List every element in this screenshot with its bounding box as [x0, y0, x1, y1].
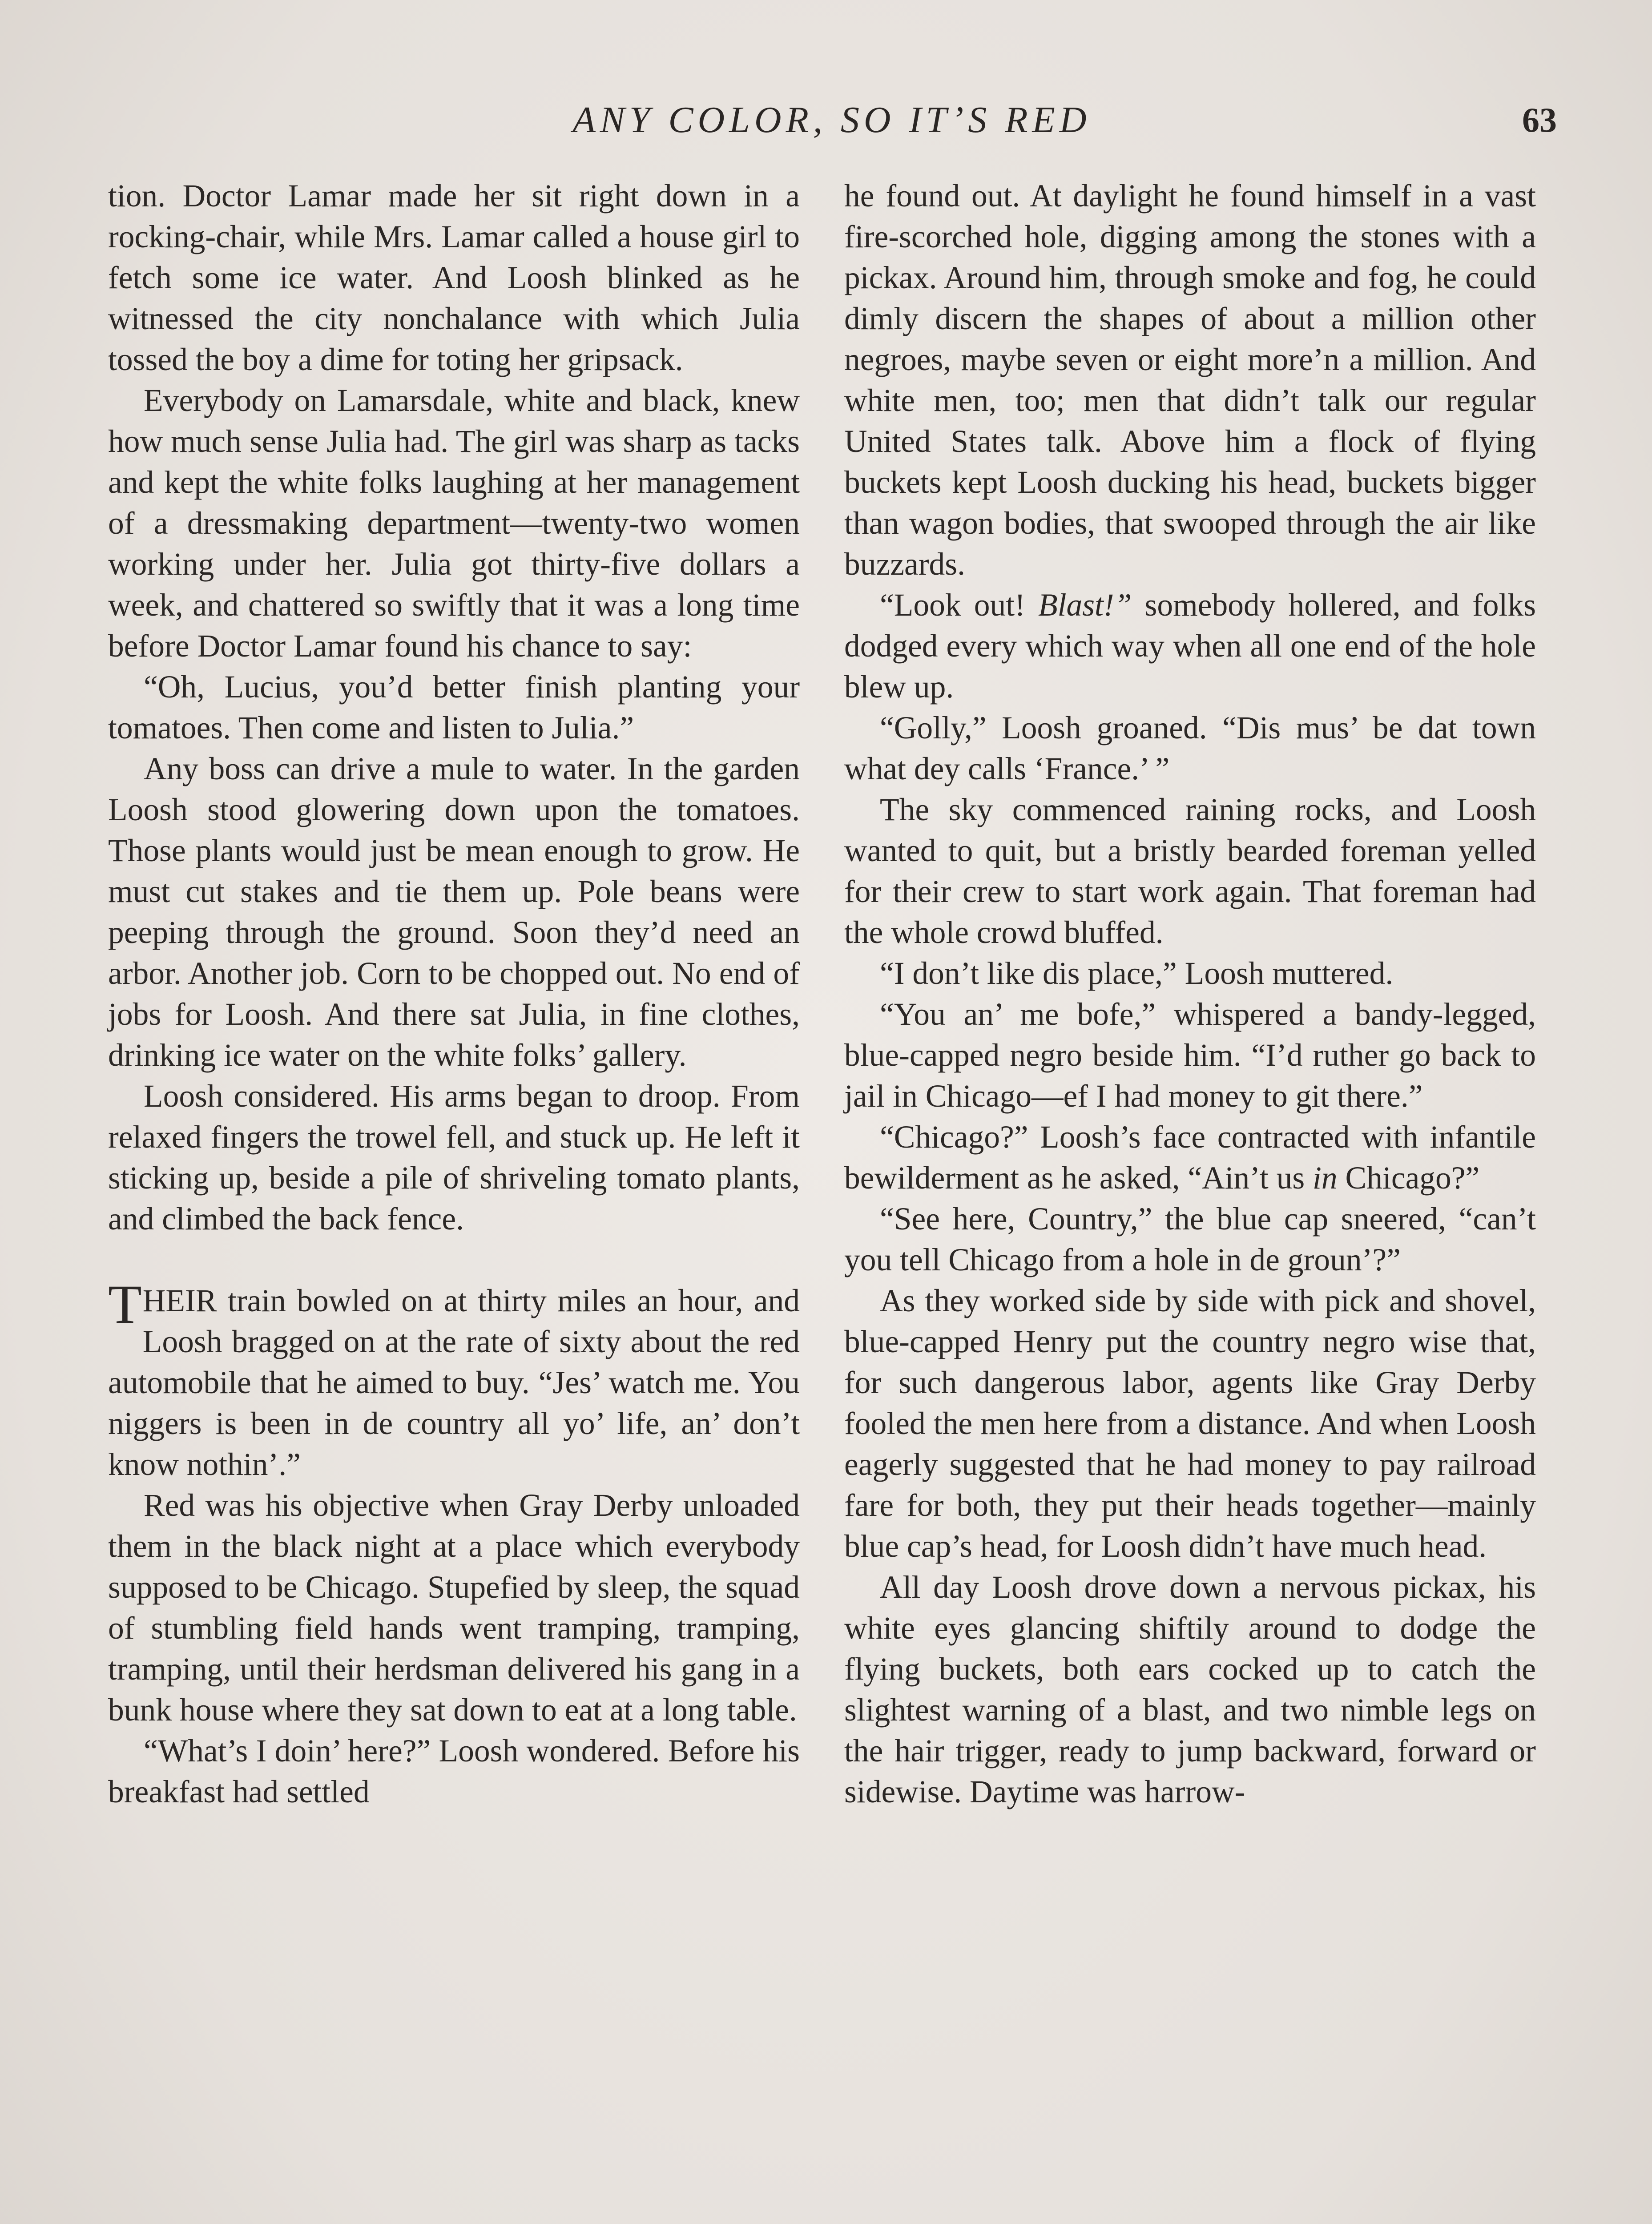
paragraph: All day Loosh drove down a nervous pickax, his white eyes glancing shiftily around to dodge the flying buckets, both ears cocked up to catch the slightest warning of a blast, and two nimble legs on the hair trigger, ready to jump backward, forward or sidewise. Daytime was harrow-: [844, 1570, 1536, 1809]
page-number: 63: [1522, 101, 1557, 139]
emphasis-text: in: [1313, 1160, 1338, 1196]
paragraph-text: Chicago?”: [1337, 1160, 1480, 1196]
emphasis-text: Blast!”: [1038, 588, 1132, 623]
paragraph: he found out. At daylight he found himself in a vast fire-scorched hole, digging among the stones with a pickax. Around him, through smoke and fog, he could dimly discern the shapes of about a million other negroes, maybe seven or eight more’n a million. And white men, too; men that didn’t talk our regular United States talk. Above him a flock of flying buckets kept Loosh ducking his head, buckets bigger than wagon bodies, that swooped through the air like buzzards.: [844, 178, 1536, 582]
paragraph: The sky commenced raining rocks, and Loosh wanted to quit, but a bristly bearded foreman yelled for their crew to start work again. That foreman had the whole crowd bluffed.: [844, 792, 1536, 950]
page-header: [107, 96, 1557, 145]
paragraph-text: “Chicago?” Loosh’s face contracted with infantile bewilderment as he asked, “Ain’t us: [844, 1120, 1536, 1196]
paragraph: Loosh considered. His arms began to droop. From relaxed fingers the trowel fell, and stuck up. He left it sticking up, beside a pile of shriveling tomato plants, and climbed the back fence.: [108, 1079, 800, 1237]
paragraph: Everybody on Lamarsdale, white and black, knew how much sense Julia had. The girl was sharp as tacks and kept the white folks laughing at her management of a dressmaking department—twenty-two women working under her. Julia got thirty-five dollars a week, and chattered so swiftly that it was a long time before Doctor Lamar found his chance to say:: [108, 383, 800, 664]
paragraph: “Golly,” Loosh groaned. “Dis mus’ be dat town what dey calls ‘France.’ ”: [844, 710, 1536, 786]
paragraph: [844, 1117, 1536, 1199]
paragraph: [844, 585, 1536, 708]
paragraph: Red was his objective when Gray Derby unloaded them in the black night at a place which everybody supposed to be Chicago. Stupefied by sleep, the squad of stumbling field hands went tramping, tramping, tramping, until their herdsman delivered his gang in a bunk house where they sat down to eat at a long table.: [108, 1488, 800, 1728]
paragraph: “You an’ me bofe,” whispered a bandy-legged, blue-capped negro beside him. “I’d ruther go back to jail in Chicago—ef I had money to git there.”: [844, 997, 1536, 1114]
paragraph-text: HEIR train bowled on at thirty miles an hour, and Loosh bragged on at the rate of sixty about the red automobile that he aimed to buy. “Jes’ watch me. You niggers is been in de country all yo’ life, an’ don’t know nothin’.”: [108, 1283, 800, 1482]
right-column: [844, 176, 1536, 1813]
drop-cap: T: [108, 1274, 142, 1335]
paragraph: “I don’t like dis place,” Loosh muttered.: [880, 956, 1394, 991]
paragraph-text: “Look out!: [880, 588, 1038, 623]
paragraph: “See here, Country,” the blue cap sneered, “can’t you tell Chicago from a hole in de groun’?”: [844, 1201, 1536, 1277]
section-start-paragraph: [108, 1274, 800, 1485]
paragraph: tion. Doctor Lamar made her sit right down in a rocking-chair, while Mrs. Lamar called a house girl to fetch some ice water. And Loosh blinked as he witnessed the city nonchalance with which Julia tossed the boy a dime for toting her gripsack.: [108, 178, 800, 377]
paragraph: “What’s I doin’ here?” Loosh wondered. Before his breakfast had settled: [108, 1733, 800, 1809]
paragraph: As they worked side by side with pick and shovel, blue-capped Henry put the country negro wise that, for such dangerous labor, agents like Gray Derby fooled the men here from a distance. And when Loosh eagerly suggested that he had money to pay railroad fare for both, they put their heads together—mainly blue cap’s head, for Loosh didn’t have much head.: [844, 1283, 1536, 1564]
running-head: ANY COLOR, SO IT’S RED: [572, 99, 1091, 141]
paragraph-text: somebody hollered, and folks dodged every which way when all one end of the hole blew up.: [844, 588, 1536, 705]
paragraph: Any boss can drive a mule to water. In the garden Loosh stood glowering down upon the tomatoes. Those plants would just be mean enough to grow. He must cut stakes and tie them up. Pole beans were peeping through the ground. Soon they’d need an arbor. Another job. Corn to be chopped out. No end of jobs for Loosh. And there sat Julia, in fine clothes, drinking ice water on the white folks’ gallery.: [108, 751, 800, 1073]
left-column: [108, 176, 800, 1813]
paragraph: “Oh, Lucius, you’d better finish planting your tomatoes. Then come and listen to Julia.”: [108, 669, 800, 745]
